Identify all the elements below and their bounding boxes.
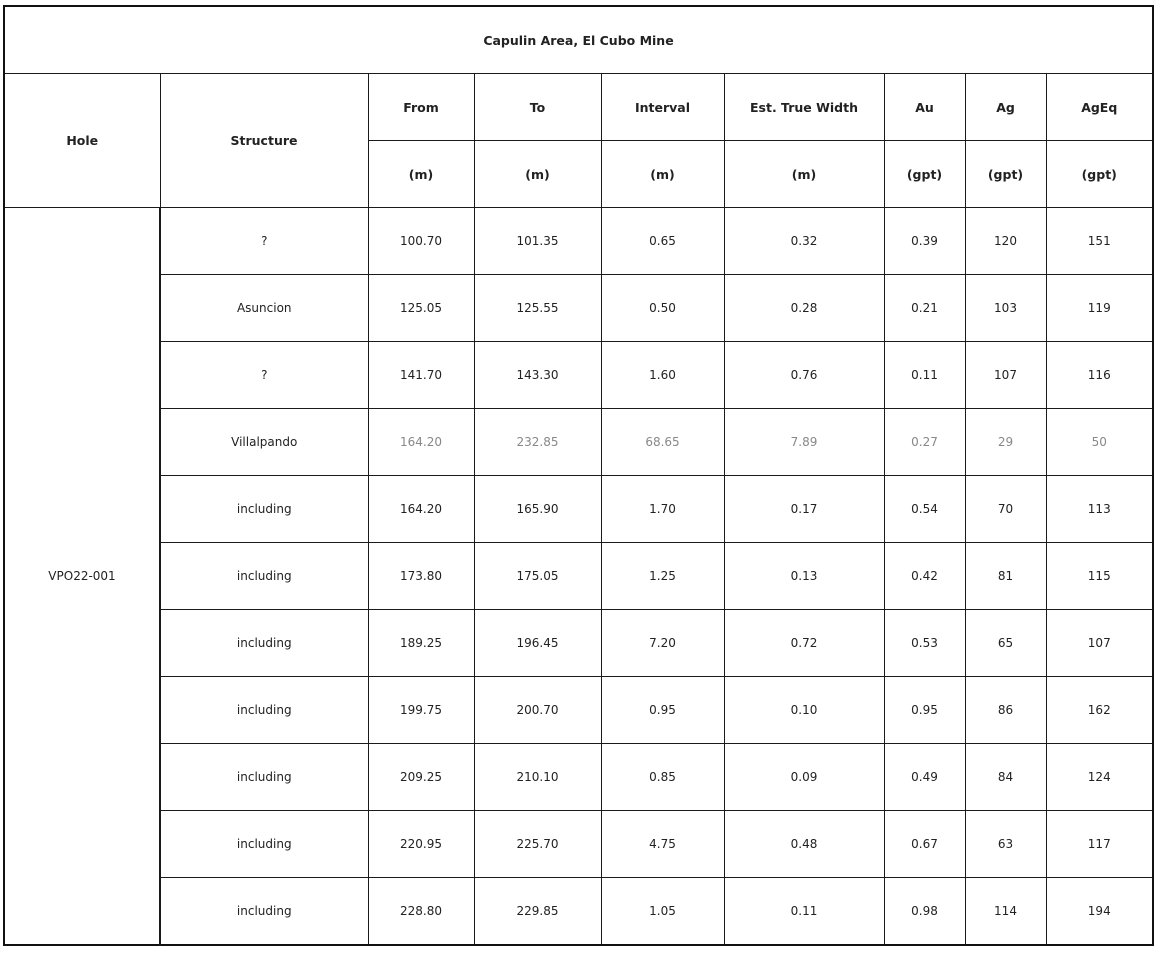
cell-au: 0.67: [884, 811, 965, 878]
cell-width: 0.48: [724, 811, 884, 878]
cell-structure: ?: [160, 208, 368, 275]
header-ageq: AgEq: [1046, 74, 1153, 141]
cell-to: 232.85: [474, 409, 601, 476]
cell-width: 0.13: [724, 543, 884, 610]
cell-structure: including: [160, 744, 368, 811]
cell-au: 0.21: [884, 275, 965, 342]
cell-structure: including: [160, 610, 368, 677]
cell-width: 0.09: [724, 744, 884, 811]
table-row: [4, 878, 1153, 946]
table-row: [4, 543, 1153, 610]
cell-interval: 4.75: [601, 811, 724, 878]
table-row: [4, 744, 1153, 811]
table-row: [4, 677, 1153, 744]
cell-structure: ?: [160, 342, 368, 409]
cell-ageq: 194: [1046, 878, 1153, 946]
cell-from: 100.70: [368, 208, 474, 275]
hole-id: VPO22-001: [4, 208, 160, 946]
unit-ageq: (gpt): [1046, 141, 1153, 208]
cell-to: 225.70: [474, 811, 601, 878]
cell-interval: 68.65: [601, 409, 724, 476]
cell-ageq: 107: [1046, 610, 1153, 677]
cell-interval: 0.65: [601, 208, 724, 275]
cell-au: 0.53: [884, 610, 965, 677]
cell-au: 0.49: [884, 744, 965, 811]
cell-ag: 84: [965, 744, 1046, 811]
cell-from: 199.75: [368, 677, 474, 744]
header-structure: Structure: [160, 74, 368, 208]
cell-interval: 1.05: [601, 878, 724, 946]
cell-width: 0.32: [724, 208, 884, 275]
cell-width: 0.11: [724, 878, 884, 946]
header-ag: Ag: [965, 74, 1046, 141]
cell-ageq: 113: [1046, 476, 1153, 543]
cell-ageq: 115: [1046, 543, 1153, 610]
cell-to: 125.55: [474, 275, 601, 342]
header-au: Au: [884, 74, 965, 141]
cell-au: 0.39: [884, 208, 965, 275]
table-row: [4, 811, 1153, 878]
cell-width: 0.10: [724, 677, 884, 744]
cell-ageq: 119: [1046, 275, 1153, 342]
cell-ag: 86: [965, 677, 1046, 744]
cell-au: 0.11: [884, 342, 965, 409]
cell-from: 164.20: [368, 409, 474, 476]
cell-from: 228.80: [368, 878, 474, 946]
cell-ag: 107: [965, 342, 1046, 409]
cell-from: 141.70: [368, 342, 474, 409]
cell-ag: 114: [965, 878, 1046, 946]
cell-ag: 65: [965, 610, 1046, 677]
header-hole: Hole: [4, 74, 160, 208]
cell-ageq: 124: [1046, 744, 1153, 811]
cell-to: 210.10: [474, 744, 601, 811]
cell-au: 0.42: [884, 543, 965, 610]
table-row: [4, 409, 1153, 476]
table-row: [4, 342, 1153, 409]
unit-au: (gpt): [884, 141, 965, 208]
table-row: [4, 610, 1153, 677]
unit-width: (m): [724, 141, 884, 208]
cell-interval: 0.85: [601, 744, 724, 811]
cell-from: 125.05: [368, 275, 474, 342]
table-row: [4, 476, 1153, 543]
unit-from: (m): [368, 141, 474, 208]
cell-from: 189.25: [368, 610, 474, 677]
unit-ag: (gpt): [965, 141, 1046, 208]
cell-structure: including: [160, 811, 368, 878]
cell-ageq: 117: [1046, 811, 1153, 878]
table-row: [4, 208, 1153, 275]
cell-structure: including: [160, 476, 368, 543]
cell-interval: 0.95: [601, 677, 724, 744]
cell-ag: 103: [965, 275, 1046, 342]
cell-ageq: 162: [1046, 677, 1153, 744]
cell-au: 0.27: [884, 409, 965, 476]
cell-width: 0.76: [724, 342, 884, 409]
cell-ageq: 50: [1046, 409, 1153, 476]
cell-ageq: 116: [1046, 342, 1153, 409]
cell-ag: 120: [965, 208, 1046, 275]
cell-interval: 1.25: [601, 543, 724, 610]
cell-ageq: 151: [1046, 208, 1153, 275]
cell-to: 196.45: [474, 610, 601, 677]
cell-au: 0.54: [884, 476, 965, 543]
cell-structure: Asuncion: [160, 275, 368, 342]
cell-ag: 81: [965, 543, 1046, 610]
cell-interval: 0.50: [601, 275, 724, 342]
cell-to: 101.35: [474, 208, 601, 275]
cell-to: 165.90: [474, 476, 601, 543]
cell-width: 0.28: [724, 275, 884, 342]
unit-to: (m): [474, 141, 601, 208]
cell-from: 173.80: [368, 543, 474, 610]
cell-ag: 63: [965, 811, 1046, 878]
cell-au: 0.95: [884, 677, 965, 744]
table-title: Capulin Area, El Cubo Mine: [4, 6, 1153, 74]
cell-structure: including: [160, 677, 368, 744]
cell-structure: including: [160, 878, 368, 946]
cell-to: 200.70: [474, 677, 601, 744]
table-row: [4, 275, 1153, 342]
cell-structure: including: [160, 543, 368, 610]
cell-to: 175.05: [474, 543, 601, 610]
cell-width: 0.72: [724, 610, 884, 677]
header-interval: Interval: [601, 74, 724, 141]
header-to: To: [474, 74, 601, 141]
cell-interval: 1.70: [601, 476, 724, 543]
cell-interval: 7.20: [601, 610, 724, 677]
cell-from: 209.25: [368, 744, 474, 811]
cell-from: 164.20: [368, 476, 474, 543]
cell-from: 220.95: [368, 811, 474, 878]
cell-to: 143.30: [474, 342, 601, 409]
header-width: Est. True Width: [724, 74, 884, 141]
cell-width: 7.89: [724, 409, 884, 476]
unit-interval: (m): [601, 141, 724, 208]
cell-width: 0.17: [724, 476, 884, 543]
cell-to: 229.85: [474, 878, 601, 946]
cell-ag: 70: [965, 476, 1046, 543]
assay-results-table: [3, 5, 1154, 946]
cell-ag: 29: [965, 409, 1046, 476]
header-from: From: [368, 74, 474, 141]
cell-structure: Villalpando: [160, 409, 368, 476]
cell-au: 0.98: [884, 878, 965, 946]
cell-interval: 1.60: [601, 342, 724, 409]
